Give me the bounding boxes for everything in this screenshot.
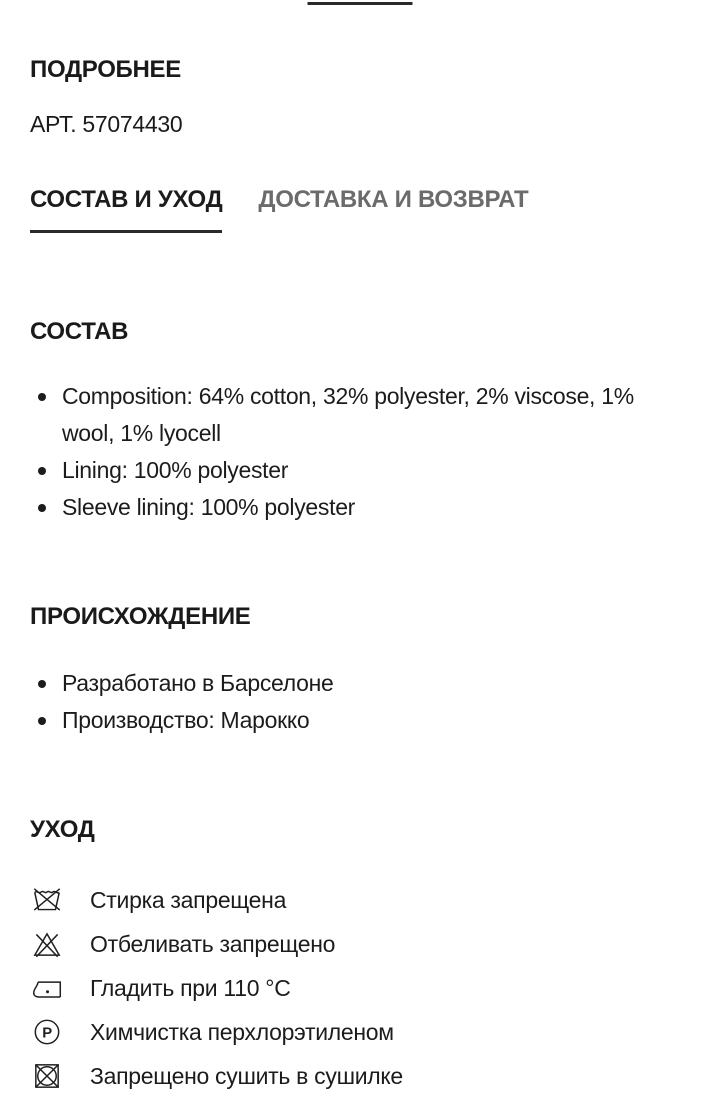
bleach-prohibited-icon xyxy=(30,927,64,961)
care-instructions-list xyxy=(30,878,690,1098)
bullet-dot-icon xyxy=(38,504,46,512)
care-row-iron xyxy=(30,966,690,1010)
tab-delivery-and-returns[interactable]: ДОСТАВКА И ВОЗВРАТ xyxy=(258,186,529,213)
list-item xyxy=(30,665,690,702)
composition-heading: СОСТАВ xyxy=(30,318,129,345)
list-item xyxy=(30,452,690,489)
iron-110-degrees-icon xyxy=(30,971,64,1005)
list-item xyxy=(30,378,690,452)
care-row-tumble-dry xyxy=(30,1054,690,1098)
care-label: Запрещено сушить в сушилке xyxy=(90,1063,403,1089)
list-item xyxy=(30,489,690,526)
care-row-wash xyxy=(30,878,690,922)
wash-prohibited-icon xyxy=(30,883,64,917)
svg-text:P: P xyxy=(42,1025,52,1042)
details-content xyxy=(0,55,720,1098)
list-item xyxy=(30,702,690,739)
details-tabs xyxy=(30,186,690,233)
care-label: Отбеливать запрещено xyxy=(90,931,336,957)
sleeve-lining-value: Sleeve lining: 100% polyester xyxy=(62,494,356,520)
made-in-value: Производство: Марокко xyxy=(62,707,310,733)
article-number: АРТ. 57074430 xyxy=(30,111,183,137)
bullet-dot-icon xyxy=(38,717,46,725)
care-row-bleach xyxy=(30,922,690,966)
lining-value: Lining: 100% polyester xyxy=(62,457,289,483)
origin-heading: ПРОИСХОЖДЕНИЕ xyxy=(30,603,251,630)
dry-clean-perchloroethylene-icon xyxy=(30,1015,64,1049)
designed-in-value: Разработано в Барселоне xyxy=(62,670,334,696)
care-row-dry-clean xyxy=(30,1010,690,1054)
bullet-dot-icon xyxy=(38,393,46,401)
bullet-dot-icon xyxy=(38,467,46,475)
care-label: Химчистка перхлорэтиленом xyxy=(90,1019,394,1045)
page-title: ПОДРОБНЕЕ xyxy=(30,56,181,83)
care-label: Стирка запрещена xyxy=(90,887,287,913)
composition-value: Composition: 64% cotton, 32% polyester, 2% viscose, 1% wool, 1% lyocell xyxy=(62,383,634,446)
care-label: Гладить при 110 °C xyxy=(90,975,291,1001)
care-heading: УХОД xyxy=(30,816,95,843)
tumble-dry-prohibited-icon xyxy=(30,1059,64,1093)
composition-list xyxy=(30,378,690,526)
origin-list xyxy=(30,665,690,739)
top-tab-underline-partial xyxy=(308,2,413,5)
bullet-dot-icon xyxy=(38,680,46,688)
tab-composition-and-care[interactable]: СОСТАВ И УХОД xyxy=(30,186,222,233)
